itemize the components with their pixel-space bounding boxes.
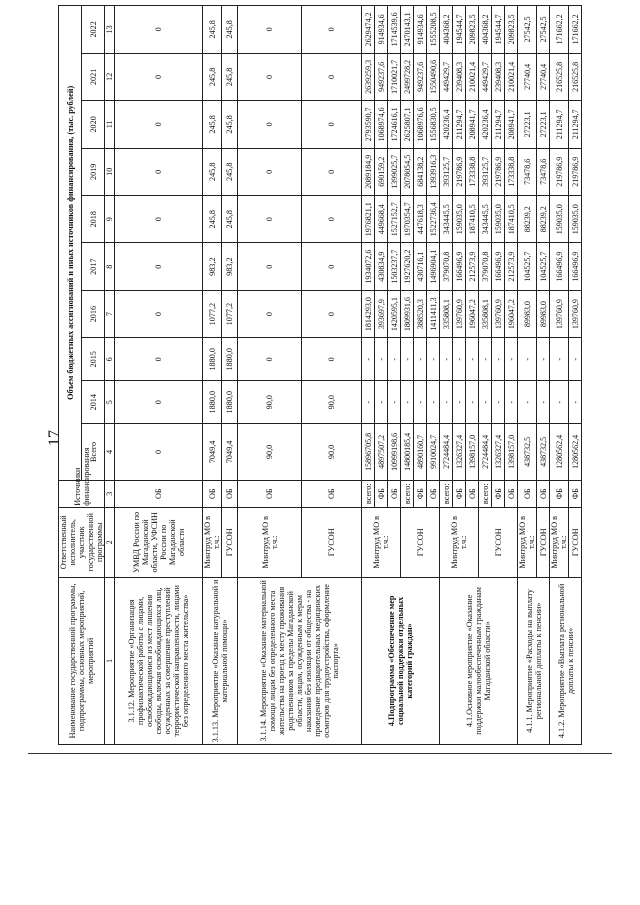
row-value: 245,8 <box>222 196 238 243</box>
row-value: 1280562,4 <box>550 424 569 480</box>
row-value: 27223,1 <box>518 101 537 148</box>
row-value: 208941,7 <box>466 101 479 148</box>
row-value: 1393916,3 <box>427 148 440 195</box>
col-number: 7 <box>105 290 115 337</box>
row-value: - <box>466 381 479 424</box>
row-value: 1398157,0 <box>466 424 479 480</box>
row-value: 430716,1 <box>414 243 427 290</box>
row-value: 393125,7 <box>479 148 492 195</box>
row-source: ОБ <box>518 480 537 507</box>
row-exec: ГУСОН <box>302 507 362 577</box>
row-value: 159035,0 <box>492 196 505 243</box>
table-body <box>115 6 582 745</box>
row-value: 1934072,6 <box>362 243 375 290</box>
row-value: 139760,9 <box>453 290 466 337</box>
row-value: - <box>375 338 388 381</box>
row-exec: Минтруд МО в т.ч.: <box>362 507 401 577</box>
row-value: 73478,6 <box>537 148 550 195</box>
row-value: 449668,4 <box>375 196 388 243</box>
row-source: ОБ <box>203 480 222 507</box>
row-value: 438732,5 <box>518 424 537 480</box>
row-value: 2078054,5 <box>401 148 414 195</box>
row-value: 1326327,4 <box>453 424 466 480</box>
row-source: ФБ <box>453 480 466 507</box>
row-value: 245,8 <box>203 196 222 243</box>
row-value: 187410,5 <box>505 196 518 243</box>
row-value: - <box>440 381 453 424</box>
row-value: 0 <box>115 338 203 381</box>
table-row <box>238 6 302 745</box>
row-value: 1880,0 <box>203 338 222 381</box>
row-source: ФБ <box>375 480 388 507</box>
divider-line <box>28 753 612 754</box>
row-value: 1527152,7 <box>388 196 401 243</box>
row-value: 1326327,4 <box>492 424 505 480</box>
row-value: - <box>401 381 414 424</box>
row-name: 4.Подпрограмма «Обеспечение мер социальной поддержки отдельных категорий граждан» <box>362 577 440 744</box>
col-number: 5 <box>105 381 115 424</box>
row-value: 90,0 <box>238 381 302 424</box>
row-source: ОБ <box>302 480 362 507</box>
year-header: 2016 <box>82 290 105 337</box>
col-number: 12 <box>105 53 115 100</box>
row-exec: Минтруд МО в т.ч.: <box>550 507 569 577</box>
row-value: 1399025,7 <box>388 148 401 195</box>
row-value: 1077,2 <box>203 290 222 337</box>
row-value: 2470143,1 <box>401 6 414 54</box>
row-value: 0 <box>302 53 362 100</box>
table-row <box>115 6 203 745</box>
row-value: 449429,7 <box>479 53 492 100</box>
year-header: 2021 <box>82 53 105 100</box>
row-value: - <box>518 338 537 381</box>
row-source: ФБ <box>569 480 582 507</box>
col-total-header: Всего <box>82 424 105 480</box>
row-value: 210021,4 <box>466 53 479 100</box>
col-number: 6 <box>105 338 115 381</box>
col-name-header: Наименование государственной программы, подпрограммы, основных мероприятий, мероприятий <box>59 577 105 744</box>
row-value: - <box>550 381 569 424</box>
row-value: 159035,0 <box>550 196 569 243</box>
row-value: 211294,7 <box>492 101 505 148</box>
row-value: - <box>479 338 492 381</box>
row-value: 2629474,2 <box>362 6 375 54</box>
row-value: 245,8 <box>203 53 222 100</box>
row-value: 166496,9 <box>569 243 582 290</box>
row-value: 438732,5 <box>537 424 550 480</box>
row-source: ОБ <box>238 480 302 507</box>
year-header: 2015 <box>82 338 105 381</box>
row-value: - <box>414 381 427 424</box>
row-source: ФБ <box>550 480 569 507</box>
row-value: 0 <box>238 6 302 54</box>
row-name: 4.1.1. Мероприятие «Расходы на выплату региональной доплаты к пенсии» <box>518 577 550 744</box>
row-value: 27740,4 <box>537 53 550 100</box>
year-header: 2020 <box>82 101 105 148</box>
row-value: 194544,7 <box>453 6 466 54</box>
row-value: 2724484,4 <box>440 424 453 480</box>
row-value: 983,2 <box>203 243 222 290</box>
row-source: ОБ <box>115 480 203 507</box>
row-value: - <box>569 381 582 424</box>
row-value: 1522736,4 <box>427 196 440 243</box>
row-value: 216525,8 <box>550 53 569 100</box>
row-source: ФБ <box>492 480 505 507</box>
page-number: 17 <box>46 430 63 446</box>
year-header: 2022 <box>82 6 105 54</box>
row-value: - <box>427 338 440 381</box>
row-value: 1280562,4 <box>569 424 582 480</box>
col-funding-header: Объем бюджетных ассигнований и иных источников финансирования, (тыс. рублей) <box>59 6 82 481</box>
row-value: 27223,1 <box>537 101 550 148</box>
row-value: 166496,9 <box>453 243 466 290</box>
row-value: 187410,5 <box>466 196 479 243</box>
row-value: 914934,6 <box>414 6 427 54</box>
row-value: 949237,6 <box>414 53 427 100</box>
row-value: 212573,9 <box>466 243 479 290</box>
row-value: 1814293,0 <box>362 290 375 337</box>
row-value: 0 <box>115 381 203 424</box>
row-value: 0 <box>238 101 302 148</box>
row-value: 104525,7 <box>537 243 550 290</box>
row-value: - <box>492 338 505 381</box>
col-number: 2 <box>105 507 115 577</box>
row-value: 219786,9 <box>569 148 582 195</box>
row-value: 914934,6 <box>375 6 388 54</box>
table-row <box>440 6 453 745</box>
row-name: 3.1.13. Мероприятие «Оказание натуральной и материальной помощи» <box>203 577 238 744</box>
row-value: - <box>414 338 427 381</box>
row-value: 159035,0 <box>569 196 582 243</box>
column-number-row <box>105 6 115 745</box>
row-value: 2639259,3 <box>362 53 375 100</box>
row-value: - <box>537 338 550 381</box>
row-value: 90,0 <box>302 424 362 480</box>
row-value: 1970354,7 <box>401 196 414 243</box>
row-value: 0 <box>302 243 362 290</box>
row-value: 239408,3 <box>492 53 505 100</box>
row-value: 404368,2 <box>440 6 453 54</box>
row-value: 1710021,7 <box>388 53 401 100</box>
row-value: 88239,2 <box>518 196 537 243</box>
row-value: 1550490,6 <box>427 53 440 100</box>
col-number: 11 <box>105 101 115 148</box>
row-value: 393125,7 <box>440 148 453 195</box>
row-exec: УМВД России по Магаданской области, УФСИН России по Магаданской области <box>115 507 203 577</box>
row-value: 343445,5 <box>440 196 453 243</box>
row-value: - <box>388 338 401 381</box>
row-value: 404368,2 <box>479 6 492 54</box>
row-value: 1927620,2 <box>401 243 414 290</box>
row-value: 1880,0 <box>222 381 238 424</box>
year-header: 2019 <box>82 148 105 195</box>
budget-table <box>58 5 582 745</box>
row-source: всего: <box>440 480 453 507</box>
row-value: 1420595,1 <box>388 290 401 337</box>
row-value: 9910024,7 <box>427 424 440 480</box>
row-value: 1398157,0 <box>505 424 518 480</box>
row-exec: ГУСОН <box>222 507 238 577</box>
row-source: ОБ <box>466 480 479 507</box>
row-value: 0 <box>302 338 362 381</box>
row-value: - <box>505 338 518 381</box>
row-value: 0 <box>302 196 362 243</box>
year-header: 2018 <box>82 196 105 243</box>
row-value: 173338,8 <box>466 148 479 195</box>
col-number: 9 <box>105 196 115 243</box>
row-value: 983,2 <box>222 243 238 290</box>
row-value: 1068974,6 <box>375 101 388 148</box>
row-exec: Минтруд МО в т.ч.: <box>203 507 222 577</box>
row-value: 0 <box>115 290 203 337</box>
col-source-header: Источники финансирования <box>59 480 105 507</box>
row-value: 420236,4 <box>479 101 492 148</box>
row-value: 171662,2 <box>569 6 582 54</box>
row-value: 2793590,7 <box>362 101 375 148</box>
row-value: 211294,7 <box>550 101 569 148</box>
row-value: 379070,8 <box>440 243 453 290</box>
row-value: - <box>375 381 388 424</box>
row-value: 10999198,6 <box>388 424 401 480</box>
row-value: 89983,0 <box>518 290 537 337</box>
row-value: 449429,7 <box>440 53 453 100</box>
col-number: 13 <box>105 6 115 54</box>
row-value: - <box>505 381 518 424</box>
row-value: 171662,2 <box>550 6 569 54</box>
row-value: - <box>466 338 479 381</box>
row-value: 219786,9 <box>453 148 466 195</box>
row-value: 216525,8 <box>569 53 582 100</box>
row-value: 420236,4 <box>440 101 453 148</box>
row-value: - <box>401 338 414 381</box>
row-value: 949237,6 <box>375 53 388 100</box>
row-value: 690159,2 <box>375 148 388 195</box>
row-value: 245,8 <box>203 101 222 148</box>
row-value: 211294,7 <box>453 101 466 148</box>
row-value: - <box>518 381 537 424</box>
row-value: 1809931,6 <box>401 290 414 337</box>
row-name: 3.1.14. Мероприятие «Оказание материальной помощи лицам без определенного места жительства на проезд к месту проживания родственников за пределы Магаданской области, лицам, осужденным к мерам наказания без изоляции от общества - на проведение предварительных медицинских осмотров для трудоустройства, оформление паспорта» <box>238 577 362 744</box>
row-value: 73478,6 <box>518 148 537 195</box>
row-value: 684138,2 <box>414 148 427 195</box>
row-value: 379070,8 <box>479 243 492 290</box>
row-value: 209823,5 <box>466 6 479 54</box>
row-value: 27740,4 <box>518 53 537 100</box>
row-source: ОБ <box>537 480 550 507</box>
row-value: 208941,7 <box>505 101 518 148</box>
row-value: 139760,9 <box>550 290 569 337</box>
row-value: 245,8 <box>222 53 238 100</box>
year-header: 2014 <box>82 381 105 424</box>
row-value: 15896705,8 <box>362 424 375 480</box>
row-value: - <box>427 381 440 424</box>
row-exec: ГУСОН <box>401 507 440 577</box>
row-value: 245,8 <box>203 6 222 54</box>
row-value: 159035,0 <box>453 196 466 243</box>
row-value: 196047,2 <box>466 290 479 337</box>
row-value: - <box>440 338 453 381</box>
table-row <box>203 6 222 745</box>
row-source: ОБ <box>388 480 401 507</box>
row-value: 393697,9 <box>375 290 388 337</box>
row-value: 2499728,2 <box>401 53 414 100</box>
row-exec: Минтруд МО в т.ч.: <box>238 507 302 577</box>
row-value: 1496904,1 <box>427 243 440 290</box>
col-number: 10 <box>105 148 115 195</box>
row-value: 173338,8 <box>505 148 518 195</box>
row-value: 0 <box>238 148 302 195</box>
row-value: 0 <box>302 6 362 54</box>
row-value: 7049,4 <box>222 424 238 480</box>
row-value: 2625807,1 <box>401 101 414 148</box>
row-value: 27542,5 <box>518 6 537 54</box>
rotated-table-wrapper <box>58 5 580 745</box>
row-value: 0 <box>115 101 203 148</box>
row-value: - <box>453 338 466 381</box>
row-source: ОБ <box>222 480 238 507</box>
col-number: 8 <box>105 243 115 290</box>
row-source: всего: <box>479 480 492 507</box>
row-name: 4.1.Основное мероприятие «Оказание поддержки малообеспеченным гражданам Магаданской области» <box>440 577 518 744</box>
col-number: 3 <box>105 480 115 507</box>
row-value: - <box>362 381 375 424</box>
row-value: 1880,0 <box>203 381 222 424</box>
row-value: 0 <box>302 101 362 148</box>
row-value: 245,8 <box>222 101 238 148</box>
row-value: 2089184,9 <box>362 148 375 195</box>
row-source: ОБ <box>427 480 440 507</box>
row-value: 0 <box>302 290 362 337</box>
row-value: 430834,9 <box>375 243 388 290</box>
row-value: 0 <box>115 243 203 290</box>
row-value: 88239,2 <box>537 196 550 243</box>
row-value: 1077,2 <box>222 290 238 337</box>
row-value: 1976821,1 <box>362 196 375 243</box>
row-value: 209823,5 <box>505 6 518 54</box>
row-value: 7049,4 <box>203 424 222 480</box>
row-value: 4890160,7 <box>414 424 427 480</box>
row-value: 166496,9 <box>550 243 569 290</box>
row-exec: Минтруд МО в т.ч.: <box>440 507 479 577</box>
row-value: 1556830,5 <box>427 101 440 148</box>
row-value: 194544,7 <box>492 6 505 54</box>
row-value: 245,8 <box>203 148 222 195</box>
table-row <box>550 6 569 745</box>
row-value: 335808,1 <box>440 290 453 337</box>
row-value: 0 <box>115 424 203 480</box>
row-value: 0 <box>115 196 203 243</box>
row-value: 245,8 <box>222 148 238 195</box>
row-value: 211294,7 <box>569 101 582 148</box>
row-value: 0 <box>115 148 203 195</box>
year-header: 2017 <box>82 243 105 290</box>
row-exec: ГУСОН <box>569 507 582 577</box>
row-value: 89983,0 <box>537 290 550 337</box>
row-value: 343445,5 <box>479 196 492 243</box>
row-source: ОБ <box>505 480 518 507</box>
row-value: 335808,1 <box>479 290 492 337</box>
row-value: - <box>362 338 375 381</box>
row-value: 447618,3 <box>414 196 427 243</box>
row-value: - <box>569 338 582 381</box>
row-value: 90,0 <box>302 381 362 424</box>
row-name: 4.1.2. Мероприятие «Выплата региональной доплаты к пенсии» <box>550 577 582 744</box>
row-value: 1503237,7 <box>388 243 401 290</box>
row-value: 219786,9 <box>492 148 505 195</box>
row-value: - <box>537 381 550 424</box>
row-value: 90,0 <box>238 424 302 480</box>
col-number: 1 <box>105 577 115 744</box>
row-value: 0 <box>238 338 302 381</box>
row-value: 210021,4 <box>505 53 518 100</box>
row-value: 1068976,6 <box>414 101 427 148</box>
row-value: 239408,3 <box>453 53 466 100</box>
row-source: всего: <box>401 480 414 507</box>
row-value: 388520,3 <box>414 290 427 337</box>
row-value: 0 <box>238 243 302 290</box>
row-value: 4897507,2 <box>375 424 388 480</box>
col-exec-header: Ответственный исполнитель, участник государственной программы <box>59 507 105 577</box>
row-value: - <box>479 381 492 424</box>
row-value: 245,8 <box>222 6 238 54</box>
table-row <box>518 6 537 745</box>
row-source: всего: <box>362 480 375 507</box>
row-value: - <box>453 381 466 424</box>
row-exec: ГУСОН <box>537 507 550 577</box>
row-value: 219786,9 <box>550 148 569 195</box>
row-source: ФБ <box>414 480 427 507</box>
row-value: 1411411,3 <box>427 290 440 337</box>
row-value: 1714539,6 <box>388 6 401 54</box>
row-value: 0 <box>115 53 203 100</box>
row-value: 14800185,4 <box>401 424 414 480</box>
row-value: 212573,9 <box>505 243 518 290</box>
row-value: 0 <box>238 196 302 243</box>
row-value: 2724484,4 <box>479 424 492 480</box>
row-value: 1724616,1 <box>388 101 401 148</box>
table-row <box>362 6 375 745</box>
row-value: 196047,2 <box>505 290 518 337</box>
row-value: 1880,0 <box>222 338 238 381</box>
row-value: 0 <box>302 148 362 195</box>
row-value: - <box>388 381 401 424</box>
row-value: 0 <box>238 290 302 337</box>
col-number: 4 <box>105 424 115 480</box>
row-value: 0 <box>115 6 203 54</box>
row-value: - <box>550 338 569 381</box>
row-name: 3.1.12. Мероприятие «Организация профилактической работы с лицами, освобождающимися из мест лишения свободы, включая освобождающихся лиц, осужденных за совершение преступлений террористической направленности, лицами без определенного места жительства» <box>115 577 203 744</box>
row-value: 139760,9 <box>569 290 582 337</box>
row-value: 166496,9 <box>492 243 505 290</box>
row-value: - <box>492 381 505 424</box>
row-value: 27542,5 <box>537 6 550 54</box>
row-value: 139760,9 <box>492 290 505 337</box>
row-exec: Минтруд МО в т.ч.: <box>518 507 537 577</box>
row-value: 1555208,5 <box>427 6 440 54</box>
row-exec: ГУСОН <box>479 507 518 577</box>
row-value: 0 <box>238 53 302 100</box>
row-value: 104525,7 <box>518 243 537 290</box>
